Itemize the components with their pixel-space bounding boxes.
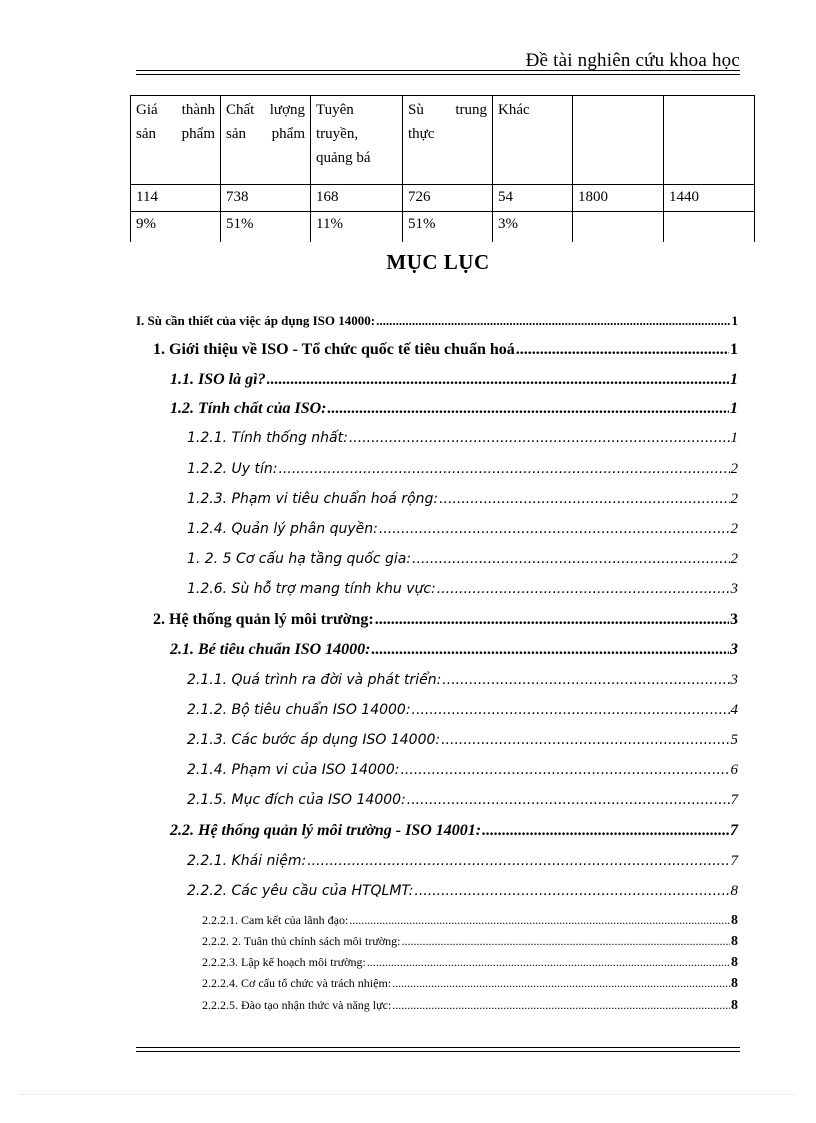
toc-entry[interactable]: 2.1.1. Quá trình ra đời và phát triển: ..... 3 (187, 672, 738, 689)
header-rule (136, 70, 740, 75)
toc-entry[interactable]: 2.2.2.5. Đào tạo nhận thức và năng lực: ..... 8 (202, 998, 738, 1014)
table-cell: 726 (403, 185, 493, 212)
table-cell (573, 212, 664, 243)
toc-entry[interactable]: 2.2.2.1. Cam kết của lãnh đạo: ..... 8 (202, 913, 738, 929)
table-row (131, 185, 755, 212)
header-title: Đề tài nghiên cứu khoa học (525, 50, 740, 71)
toc-entry[interactable]: 2.1. Bé tiêu chuẩn ISO 14000: ..... 3 (170, 641, 738, 659)
toc-entry[interactable]: 1.2.1. Tính thống nhất: ..... 1 (187, 430, 738, 447)
table-cell: Tuyên truyền, quảng bá (311, 96, 403, 185)
toc-entry[interactable]: 1.2.3. Phạm vi tiêu chuẩn hoá rộng: ..... 2 (187, 491, 738, 508)
table-cell: Chất lượng sản phẩm (221, 96, 311, 185)
table-cell: 1800 (573, 185, 664, 212)
footer-rule (136, 1047, 740, 1052)
toc-entry[interactable]: 1.1. ISO là gì? ..... 1 (170, 371, 738, 389)
table-header-row (131, 96, 755, 185)
toc-entry[interactable]: 1.2.2. Uy tín: ..... 2 (187, 461, 738, 478)
toc-entry[interactable]: 1. Giới thiệu về ISO - Tổ chức quốc tế tiêu chuẩn hoá ..... 1 (153, 341, 738, 359)
toc-entry[interactable]: 2.2.2.3. Lập kế hoạch môi trường: ..... 8 (202, 955, 738, 971)
table-cell: 114 (131, 185, 221, 212)
table-cell: 11% (311, 212, 403, 243)
survey-table (130, 95, 755, 242)
table-cell: Giá thành sản phẩm (131, 96, 221, 185)
page-bottom-edge (20, 1094, 796, 1095)
toc-entry[interactable]: 1. 2. 5 Cơ cấu hạ tầng quốc gia: ..... 2 (187, 551, 738, 568)
table-cell: 3% (493, 212, 573, 243)
toc-title: MỤC LỤC (386, 250, 490, 274)
toc-entry[interactable]: 2.2.1. Khái niệm: ..... 7 (187, 853, 738, 870)
toc-entry[interactable]: 2. Hệ thống quản lý môi trường: ..... 3 (153, 611, 738, 629)
toc-entry[interactable]: 1.2. Tính chất của ISO: ..... 1 (170, 400, 738, 418)
table-cell: Khác (493, 96, 573, 185)
toc-entry[interactable]: 2.2.2. 2. Tuân thủ chính sách môi trường: ..... 8 (202, 934, 738, 950)
toc-entry[interactable]: 2.2.2.4. Cơ cấu tổ chức và trách nhiệm: ..... 8 (202, 976, 738, 992)
table-cell: 51% (221, 212, 311, 243)
toc-entry[interactable]: 2.2. Hệ thống quản lý môi trường - ISO 14001: ..... 7 (170, 822, 738, 840)
table-row (131, 212, 755, 243)
toc-entry[interactable]: 1.2.6. Sù hỗ trợ mang tính khu vực: ..... 3 (187, 581, 738, 598)
table-cell: 9% (131, 212, 221, 243)
table-cell: 54 (493, 185, 573, 212)
toc-entry[interactable]: 2.1.5. Mục đích của ISO 14000: ..... 7 (187, 792, 738, 809)
table-cell: Sù trung thực (403, 96, 493, 185)
table-cell: 738 (221, 185, 311, 212)
toc-entry[interactable]: 1.2.4. Quản lý phân quyền: ..... 2 (187, 521, 738, 538)
table-cell (573, 96, 664, 185)
toc-entry[interactable]: 2.1.4. Phạm vi của ISO 14000: ..... 6 (187, 762, 738, 779)
table-cell: 168 (311, 185, 403, 212)
toc-entry[interactable]: 2.1.3. Các bước áp dụng ISO 14000: ..... 5 (187, 732, 738, 749)
table-cell: 1440 (664, 185, 755, 212)
table-cell (664, 96, 755, 185)
toc-entry[interactable]: 2.2.2. Các yêu cầu của HTQLMT: ..... 8 (187, 883, 738, 900)
toc-entry[interactable]: 2.1.2. Bộ tiêu chuẩn ISO 14000: ..... 4 (187, 702, 738, 719)
table-cell (664, 212, 755, 243)
toc-entry[interactable]: I. Sù cần thiết của việc áp dụng ISO 14000: ..... 1 (136, 313, 738, 329)
table-cell: 51% (403, 212, 493, 243)
